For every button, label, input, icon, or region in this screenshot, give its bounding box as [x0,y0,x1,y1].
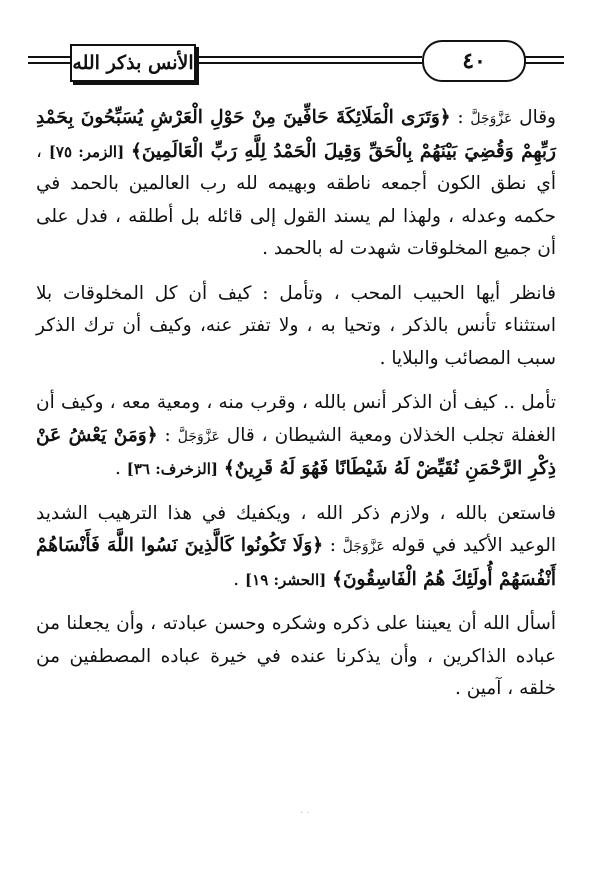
header-rule-middle [194,56,422,64]
quran-verse: ﴿وَلَا تَكُونُوا كَالَّذِينَ نَسُوا اللَّهَ فَأَنْسَاهُمْ أَنْفُسَهُمْ أُولَئِكَ هُمُ الْفَاسِقُونَ﴾ [36,535,556,590]
paragraph-text [124,141,131,162]
quran-verse: ﴿وَتَرَى الْمَلَائِكَةَ حَافِّينَ مِنْ حَوْلِ الْعَرْشِ يُسَبِّحُونَ بِحَمْدِ رَبِّهِمْ وَقُضِيَ بَيْنَهُمْ بِالْحَقِّ وَقِيلَ الْحَمْدُ لِلَّهِ رَبِّ الْعَالَمِينَ﴾ [36,107,556,162]
scan-specks: · · [300,808,310,819]
verse-reference: [الحشر: ١٩] [245,570,327,589]
paragraph-text: أسأل الله أن يعيننا على ذكره وشكره وحسن عبادته ، وأن يجعلنا من عباده الذاكرين ، وأن يذكرنا عنده في خيرة عباده المصطفين من خلقه ، آمين . [36,613,556,699]
paragraph [36,498,556,597]
header-rule-right [524,56,564,64]
paragraph [36,608,556,706]
paragraph-text: . [233,568,246,590]
page-body [36,102,556,718]
paragraph-text: : [323,535,343,556]
paragraph-text: فاستعن بالله ، ولازم ذكر الله ، ويكفيك في هذا الترهيب الشديد الوعيد الأكيد في قوله [36,502,557,556]
paragraph-text: ، أي نطق الكون أجمعه ناطقه وبهيمه لله رب العالمين بالحمد في حكمه وعدله ، ولهذا لم يسند القول إلى قائله بل أطلقه ، فدل على أن جميع المخلوقات شهدت له بالحمد . [36,140,557,259]
paragraph-text: وقال [512,107,556,128]
honorific: عَزَّوَجَلَّ [177,428,220,445]
running-header [28,40,564,90]
paragraph-text: تأمل .. كيف أن الذكر أنس بالله ، وقرب منه ، ومعية معه ، وكيف أن الغفلة تجلب الخذلان ومعية الشيطان ، قال [36,392,556,446]
verse-reference: [الزمر: ٧٥] [48,142,125,161]
honorific: عَزَّوَجَلَّ [470,111,513,127]
page-number: ٤٠ [422,40,526,82]
paragraph-text: . [115,458,127,479]
paragraph-text: : [157,424,178,446]
paragraph [36,102,556,266]
paragraph [36,387,556,486]
honorific: عَزَّوَجَلَّ [342,539,385,555]
paragraph [36,278,556,376]
running-title: الأنس بذكر الله [70,44,196,82]
quran-verse: ﴿وَمَنْ يَعْشُ عَنْ ذِكْرِ الرَّحْمَنِ نُقَيِّضْ لَهُ شَيْطَانًا فَهُوَ لَهُ قَرِينٌ﴾ [36,424,556,479]
verse-reference: [الزخرف: ٣٦] [126,460,218,478]
paragraph-text: فانظر أيها الحبيب المحب ، وتأمل : كيف أن كل المخلوقات بلا استثناء تأنس بالذكر ، وتحيا به ، ولا تفتر عنه، وكيف أن ترك الذكر سبب المصائب والبلايا . [36,282,556,369]
header-rule-left [28,56,70,64]
paragraph-text: : [450,107,471,128]
